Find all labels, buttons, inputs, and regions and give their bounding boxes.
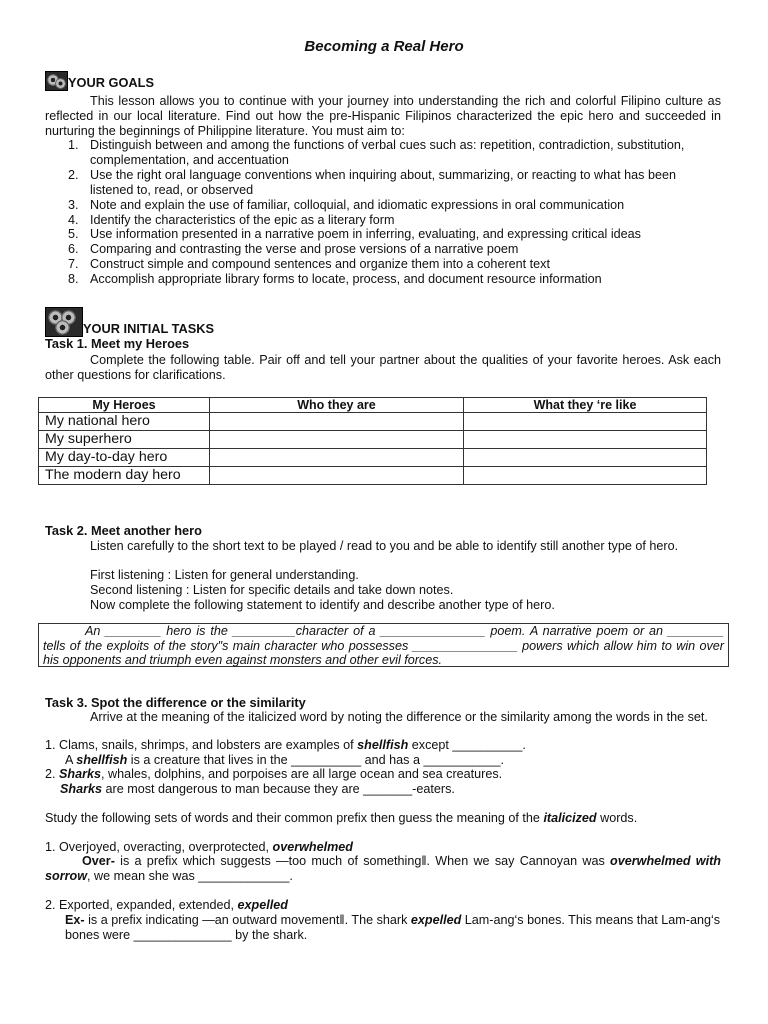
who-cell[interactable] (210, 431, 464, 449)
initial-gears-icon (45, 307, 83, 337)
table-row (39, 431, 707, 449)
goal-item (68, 197, 721, 213)
table-row (39, 413, 707, 431)
heroes-col-header: My Heroes (39, 398, 210, 413)
goal-number: 8. (68, 272, 79, 287)
goal-item (68, 257, 721, 272)
goal-number: 5. (68, 227, 79, 242)
task2-steps (45, 568, 721, 613)
goals-intro: This lesson allows you to continue with your journey into understanding the rich and colorful Filipino culture as reflected in our local literature. Find out how the pre-Hispanic Filipinos characterized the epic hero and succeeded in nurturing the beginnings of Philippine literature. You must aim to: (45, 94, 721, 138)
goal-number: 2. (68, 167, 79, 182)
task2-title: Task 2. Meet another hero (45, 523, 202, 538)
who-col-header: Who they are (210, 398, 464, 413)
goal-number: 1. (68, 138, 79, 152)
like-cell[interactable] (464, 467, 707, 485)
hero-statement: An ________ hero is the _________character of a _______________ poem. A narrative poem or an ________ tells of the exploits of the story"s main character who possesses _______________ powers which allow him to win over his opponents and triumph even against monsters and other evil forces. (43, 624, 724, 668)
page-title: Becoming a Real Hero (304, 38, 464, 55)
task3-set1: 1. Overjoyed, overacting, overprotected, overwhelmed (45, 840, 354, 854)
goal-text: Note and explain the use of familiar, colloquial, and idiomatic expressions in oral communication (90, 197, 625, 212)
over-prefix-text: Over- is a prefix which suggests —too much of something‖. When we say Cannoyan was overwhelmed with sorrow, we mean she was _____________. (45, 854, 721, 883)
task3-item1: 1. Clams, snails, shrimps, and lobsters are examples of shellfish except __________. (45, 738, 526, 752)
goal-text: Comparing and contrasting the verse and prose versions of a narrative poem (90, 242, 519, 257)
goal-text: Use information presented in a narrative poem in inferring, evaluating, and expressing critical ideas (90, 227, 641, 242)
hero-statement-box (38, 623, 729, 667)
goal-item (68, 242, 721, 257)
like-col-header: What they ‘re like (464, 398, 707, 413)
ex-prefix-text: Ex- is a prefix indicating —an outward movement‖. The shark expelled Lam-ang‘s bones. This means that Lam-ang‘s bones were ______________ by the shark. (65, 913, 721, 942)
goal-number: 7. (68, 257, 79, 272)
goal-text: Identify the characteristics of the epic as a literary form (90, 212, 395, 227)
hero-label: My day-to-day hero (39, 449, 210, 467)
hero-label: My national hero (39, 413, 210, 431)
hero-label: My superhero (39, 431, 210, 449)
like-cell[interactable] (464, 413, 707, 431)
goal-number: 6. (68, 242, 79, 257)
goal-text: Distinguish between and among the functions of verbal cues such as: repetition, contradiction, substitution, complementation, and accentuation (90, 138, 685, 167)
step-complete: Now complete the following statement to identify and describe another type of hero. (90, 597, 555, 612)
goal-item (68, 138, 721, 168)
task3-set2: 2. Exported, expanded, extended, expelled (45, 898, 288, 912)
task2-intro: Listen carefully to the short text to be played / read to you and be able to identify still another type of hero. (90, 539, 679, 553)
like-cell[interactable] (464, 431, 707, 449)
task1-title: Task 1. Meet my Heroes (45, 336, 190, 351)
heroes-table (38, 397, 707, 485)
hero-label: The modern day hero (39, 467, 210, 485)
task3-study: Study the following sets of words and their common prefix then guess the meaning of the italicized words. (45, 811, 638, 825)
task3-intro: Arrive at the meaning of the italicized word by noting the difference or the similarity among the words in the set. (90, 710, 708, 724)
goals-gears-icon (45, 71, 68, 91)
step-first: First listening : Listen for general understanding. (90, 568, 359, 582)
table-row (39, 449, 707, 467)
who-cell[interactable] (210, 413, 464, 431)
goals-list (45, 138, 721, 287)
goals-heading: YOUR GOALS (45, 71, 721, 91)
goal-item (68, 167, 721, 198)
goal-text: Accomplish appropriate library forms to locate, process, and document resource information (90, 272, 602, 287)
who-cell[interactable] (210, 449, 464, 467)
goal-item (68, 272, 721, 287)
task3-item2b: Sharks are most dangerous to man because they are _______-eaters. (60, 782, 455, 796)
goal-number: 3. (68, 197, 79, 212)
table-row (39, 467, 707, 485)
task1-intro: Complete the following table. Pair off and tell your partner about the qualities of your favorite heroes. Ask each other questions for clarifications. (45, 353, 721, 382)
initial-tasks-heading: YOUR INITIAL TASKS (45, 307, 721, 337)
task3-title: Task 3. Spot the difference or the similarity (45, 695, 306, 710)
task3-item1b: A shellfish is a creature that lives in the __________ and has a ___________. (65, 753, 505, 767)
goal-item (68, 227, 721, 242)
task3-item2: 2. Sharks, whales, dolphins, and porpoises are all large ocean and sea creatures. (45, 767, 503, 781)
goal-text: Construct simple and compound sentences and organize them into a coherent text (90, 257, 550, 272)
step-second: Second listening : Listen for specific details and take down notes. (90, 582, 454, 597)
goal-text: Use the right oral language conventions when inquiring about, summarizing, or reacting to what has been listened to, read, or observed (90, 167, 676, 197)
goal-number: 4. (68, 212, 79, 227)
goal-item (68, 212, 721, 228)
like-cell[interactable] (464, 449, 707, 467)
who-cell[interactable] (210, 467, 464, 485)
